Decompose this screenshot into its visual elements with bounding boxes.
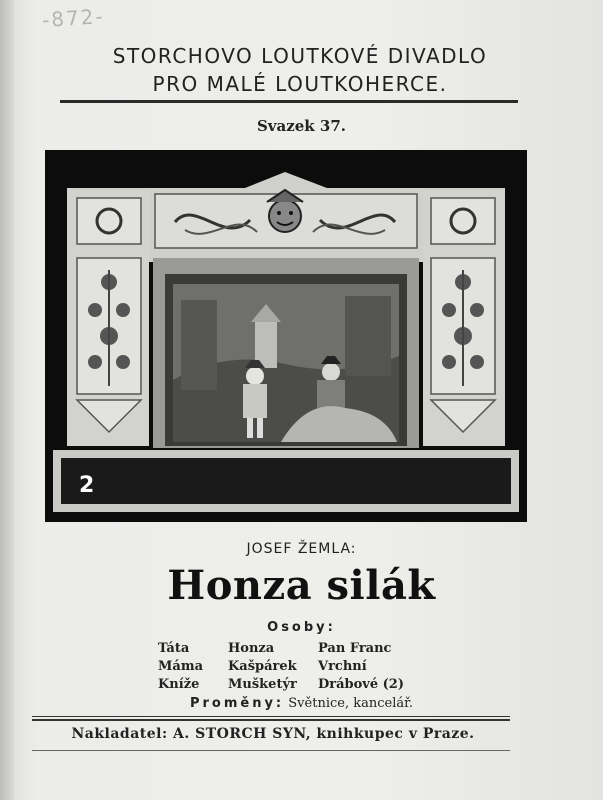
character-name: Honza xyxy=(228,641,275,656)
character-name: Drábové (2) xyxy=(318,677,405,692)
character-name: Kníže xyxy=(158,677,200,692)
title-rule xyxy=(60,100,518,103)
puppet-right xyxy=(317,356,345,408)
pencil-mark: -872- xyxy=(41,3,106,33)
volume-number: Svazek 37. xyxy=(256,117,347,135)
characters-heading: Osoby: xyxy=(267,620,336,635)
play-title: Honza silák xyxy=(167,562,436,609)
series-title-line1: STORCHOVO LOUTKOVÉ DIVADLO xyxy=(112,44,488,68)
character-name: Máma xyxy=(158,659,203,674)
bottom-rule xyxy=(32,750,510,751)
publisher-line: Nakladatel: A. STORCH SYN, knihkupec v Praze. xyxy=(71,726,475,742)
characters-column-2 xyxy=(228,640,297,694)
scene-changes xyxy=(0,696,603,711)
footer-rule-thick xyxy=(32,719,510,721)
puppet-theatre-photo xyxy=(45,150,527,522)
character-name: Táta xyxy=(158,641,190,656)
footer-rule-thin xyxy=(32,716,510,717)
puppet-theatre-illustration xyxy=(45,150,527,522)
character-name: Kašpárek xyxy=(228,659,297,674)
series-title-line2: PRO MALÉ LOUTKOHERCE. xyxy=(152,72,448,96)
author-name: JOSEF ŽEMLA: xyxy=(246,541,357,557)
character-name: Vrchní xyxy=(318,659,367,674)
scene-changes-value: Světnice, kancelář. xyxy=(288,696,414,711)
stage-number: 2 xyxy=(79,473,95,498)
character-name: Mušketýr xyxy=(228,677,297,692)
character-name: Pan Franc xyxy=(318,641,392,656)
characters-column-1 xyxy=(158,640,203,694)
scene-changes-label: Proměny: xyxy=(189,696,285,711)
characters-column-3 xyxy=(318,640,404,694)
